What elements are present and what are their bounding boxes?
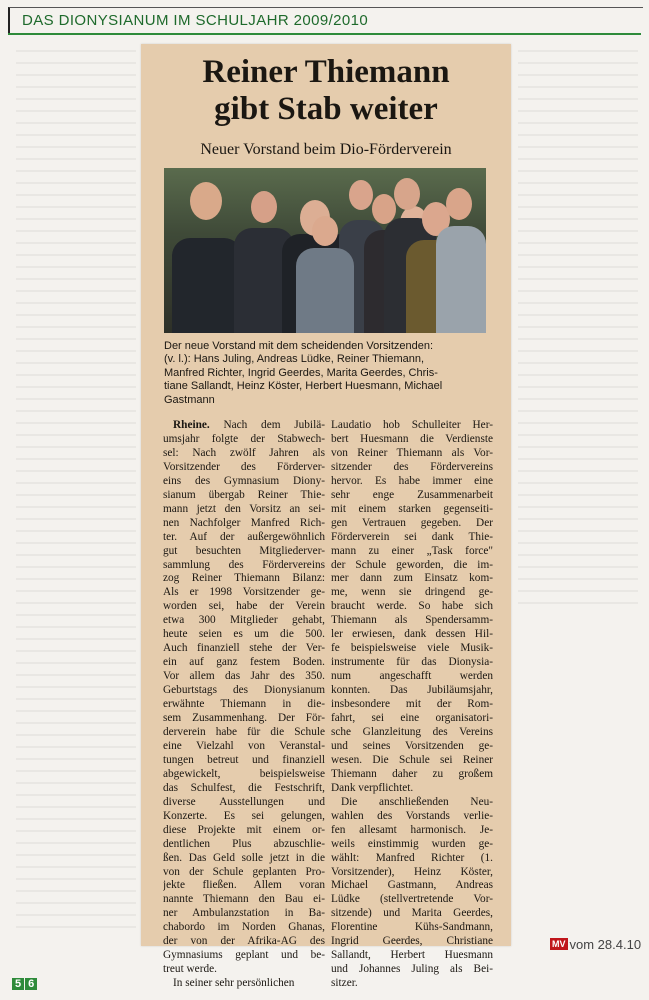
caption-line: Der neue Vorstand mit dem scheidenden Vorsitzenden: — [164, 340, 434, 352]
page-header-title: DAS DIONYSIANUM IM SCHULJAHR 2009/2010 — [22, 12, 369, 29]
article-line: gen Vertrauen gegeben. Der — [331, 516, 493, 529]
photo-person-face — [312, 216, 338, 246]
article-line: Die anschließenden Neu- — [341, 795, 493, 808]
article-dateline: Rheine. — [173, 419, 210, 431]
article-line: sel: Nach zwölf Jahren als — [163, 446, 325, 459]
photo-person-face — [251, 191, 277, 223]
article-line-text: Nach dem Jubilä- — [209, 419, 325, 431]
article-line: mann jetzt den Vorsitz an sei- — [163, 502, 325, 515]
caption-line: Gastmann — [164, 393, 215, 406]
article-line: nen Nachfolger Manfred Rich- — [163, 516, 325, 529]
article-line: nannte Thiemann den Bau ei- — [163, 893, 325, 906]
article-line: sianum übergab Reiner Thie- — [163, 488, 325, 501]
article-line: fe beispielsweise viele Musik- — [331, 642, 493, 655]
photo-person — [436, 226, 486, 333]
article-line: me, wenn sie dringend ge- — [331, 586, 493, 599]
photo-caption — [164, 340, 488, 407]
article-line: Konzerte. Es sei gelungen, — [163, 809, 325, 822]
article-line: eins des Gymnasium Diony- — [163, 474, 325, 487]
article-line: ter. Auf der außergewöhnlich — [163, 530, 325, 543]
article-line: das Schulfest, die Festschrift, — [163, 781, 325, 794]
article-line: ner Ambulanzstation in Ba- — [163, 907, 325, 920]
article-line: fahrt, sei eine organisatori- — [331, 712, 493, 725]
article-line: sem Zusammenhang. Der För- — [163, 712, 325, 725]
article-line: etwa 300 Mitglieder gehabt, — [163, 614, 325, 627]
article-line: mann zu einer „Task force" — [331, 544, 493, 557]
article-line: sammlung des Fördervereins — [163, 558, 325, 571]
article-line: insbesondere mit der Rom- — [331, 698, 493, 711]
article-line: diverse Ausstellungen und — [163, 795, 325, 808]
article-line: hervor. Es habe immer eine — [331, 474, 493, 487]
article-line: ein auf ganz festem Boden. — [163, 656, 325, 669]
article-line: wahlen des Vorstands verlie- — [331, 809, 493, 822]
article-line: worden sei, habe der Verein — [163, 600, 325, 613]
article-line: mer dann zum Einsatz kom- — [331, 572, 493, 585]
article-line: bert Huesmann die Verdienste — [331, 432, 493, 445]
article-line: Auch finanziell stehe der Ver- — [163, 642, 325, 655]
article-line: heute seien es um die 500. — [163, 628, 325, 641]
article-column-right — [331, 419, 493, 991]
article-line: mit einem starken gegenseiti- — [331, 502, 493, 515]
article-line: zog Reiner Thiemann Bilanz: — [163, 572, 325, 585]
page-header — [8, 7, 643, 34]
article-line: eine Vielzahl von Veranstal- — [163, 739, 325, 752]
article-line: sitzender des Fördervereins — [331, 460, 493, 473]
article-line: Als er 1998 Vorsitzender ge- — [163, 586, 325, 599]
article-line: sitzer. — [331, 977, 358, 990]
article-line: Vorsitzender des Förderver- — [163, 460, 325, 473]
article-line: braucht werde. So habe sich — [331, 600, 493, 613]
article-line: gut besuchten Mitgliederver- — [163, 544, 325, 557]
article-line: Ingrid Geerdes, Christiane — [331, 935, 493, 948]
article-line: der von der Afrika-AG des — [163, 935, 325, 948]
group-photo — [164, 168, 486, 333]
article-line: sehr enge Zusammenarbeit — [331, 488, 493, 501]
article-line: Sallandt, Herbert Huesmann — [331, 949, 493, 962]
article-line: Vorsitzender), Heinz Köster, — [331, 865, 493, 878]
article-line: chabordo im Norden Ghanas, — [163, 921, 325, 934]
article-line: Thiemann als Spendersamm- — [331, 614, 493, 627]
article-line: ler erwiesen, dank dessen Hil- — [331, 628, 493, 641]
article-line: Thiemann daher zu großem — [331, 767, 493, 780]
newspaper-clipping — [141, 44, 511, 990]
article-line: diese Projekte mit einem or- — [163, 823, 325, 836]
article-line — [163, 419, 325, 433]
caption-line: (v. l.): Hans Juling, Andreas Lüdke, Reiner Thiemann, — [164, 353, 425, 366]
article-line: der Schule geworden, die im- — [331, 558, 493, 571]
source-note — [550, 937, 641, 952]
article-line: ßen. Das Geld solle jetzt in die — [163, 851, 325, 864]
photo-person — [296, 248, 354, 333]
article-line: derverein habe für die Schule — [163, 725, 325, 738]
article-line: und seines Vorsitzenden ge- — [331, 739, 493, 752]
article-line: erwähnte Thiemann in die- — [163, 698, 325, 711]
article-column-left — [163, 419, 325, 991]
article-line: Lüdke (stellvertretende Vor- — [331, 893, 493, 906]
article-line: dentlichen Plus abzuschlie- — [163, 837, 325, 850]
article-line: wählt: Manfred Richter (1. — [331, 851, 493, 864]
article-line: abgewickelt, beispielsweise — [163, 767, 325, 780]
article-line: In seiner sehr persönlichen — [173, 977, 295, 990]
article-line: Dank verpflichtet. — [331, 781, 414, 794]
article-line: und Johannes Juling als Bei- — [331, 963, 493, 976]
article-line: jekte fließen. Allem voran — [163, 879, 325, 892]
newspaper-logo: MV — [552, 939, 566, 949]
article-line: sitzende) und Marita Geerdes, — [331, 907, 493, 920]
page-number-digit: 5 — [12, 978, 24, 990]
page-number-digit: 6 — [25, 978, 37, 990]
article-line: umsjahr folgte der Stabwech- — [163, 432, 325, 445]
article-line: von Reiner Thiemann als Vor- — [331, 446, 493, 459]
article-line: Gymnasiums geplant und be- — [163, 949, 325, 962]
headline-line: gibt Stab weiter — [214, 91, 438, 127]
article-line: Florentine Kühs-Sandmann, — [331, 921, 493, 934]
article-line: Michael Gastmann, Andreas — [331, 879, 493, 892]
article-line: tungen betreut und finanziell — [163, 753, 325, 766]
header-divider — [8, 33, 641, 35]
photo-person-face — [190, 182, 222, 220]
caption-line: Manfred Richter, Ingrid Geerdes, Marita Geerdes, Chris- — [164, 366, 438, 379]
photo-person-face — [446, 188, 472, 220]
article-line: Vor allem das Jahr des 350. — [163, 670, 325, 683]
photo-person — [172, 238, 242, 333]
article-line: von der Schule geplanten Pro- — [163, 865, 325, 878]
article-line: num angeschafft werden — [331, 670, 493, 683]
source-date: vom 28.4.10 — [569, 937, 642, 952]
article-line: Laudatio hob Schulleiter Her- — [331, 419, 493, 431]
article-line: weils einstimmig wurden ge- — [331, 837, 493, 850]
page-number — [12, 978, 38, 990]
headline-line: Reiner Thiemann — [202, 54, 450, 90]
caption-line: tiane Sallandt, Heinz Köster, Herbert Huesmann, Michael — [164, 380, 443, 393]
article-headline — [141, 54, 511, 128]
article-line: sche Glanzleitung des Vereins — [331, 725, 493, 738]
article-line: instrumente für das Dionysia- — [331, 656, 493, 669]
background-bleed-right — [518, 50, 638, 610]
article-line: wesen. Die Schule sei Reiner — [331, 753, 493, 766]
photo-person-face — [394, 178, 420, 210]
background-bleed-left — [16, 50, 136, 930]
article-line: Geburtstags des Dionysianum — [163, 684, 325, 697]
photo-person-face — [349, 180, 373, 210]
article-line: fen allesamt harmonisch. Je- — [331, 823, 493, 836]
article-line: treut werde. — [163, 963, 217, 976]
article-line: konnten. Das Jubiläumsjahr, — [331, 684, 493, 697]
article-subheadline: Neuer Vorstand beim Dio-Förderverein — [200, 141, 452, 158]
article-line: Förderverein sei dank Thie- — [331, 530, 493, 543]
